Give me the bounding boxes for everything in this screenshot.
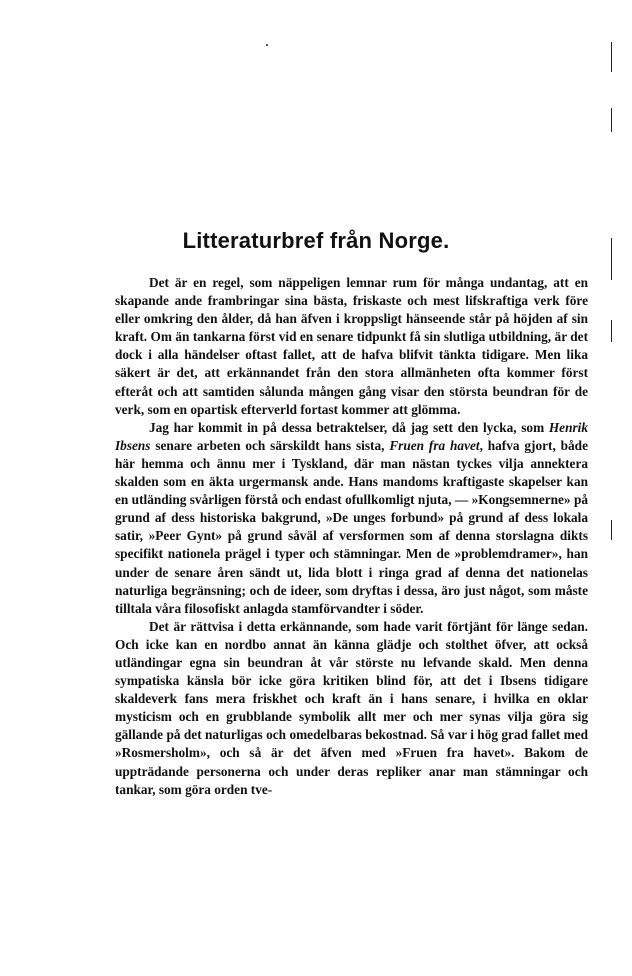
paragraph [115, 419, 588, 618]
italic-text-segment: Henrik Ibsens [115, 419, 588, 453]
text-segment: Det är en regel, som näppeligen lemnar rum för många undantag, att en skapande ande frambringar sina bästa, friskaste och mest lifskraftiga verk före eller omkring den ålder, då han äfven i kroppsligt hänseende står på höjden af sin kraft. Om än tankarna först vid en senare tidpunkt få sin slutliga utbildning, är det dock i alla händelser oftast fallet, att de hafva blifvit tänkta tidigare. Men lika säkert är det, att erkännandet från den stora allmänheten ofta kommer först efteråt och att samtiden sålunda mången gång visar den största beundran för de verk, som en opartisk efterverld fortast kommer att glömma. [115, 275, 588, 417]
article-body [115, 274, 588, 799]
text-segment: Jag har kommit in på dessa betraktelser, då jag sett den lycka, som [149, 419, 549, 435]
page-title: Litteraturbref från Norge. [182, 228, 450, 253]
paragraph [115, 274, 588, 419]
page-edge-mark [611, 108, 612, 132]
print-speck [266, 44, 268, 46]
paragraph [115, 618, 588, 799]
page-edge-mark [611, 42, 612, 72]
page-edge-mark [611, 520, 612, 540]
text-segment: Det är rättvisa i detta erkännande, som hade varit förtjänt för länge sedan. Och icke kan en nordbo annat än känna glädje och stolthet öfver, att också utländingar egna sin beundran åt vår störste nu lefvande skald. Men denna sympatiska känsla bör icke göra kritiken blind för, att det i Ibsens tidigare skaldeverk fans mera friskhet och kraft än i hans senare, i hvilka en oklar mysticism och en grubblande symbolik allt mer och mer synas vilja göra sig gällande på det naturligas och omedelbaras bekostnad. Så var i hög grad fallet med »Rosmersholm», och så är det äfven med »Fruen fra havet». Bakom de uppträdande personerna och under deras repliker anar man stämningar och tankar, som göra orden tve- [115, 618, 588, 797]
page-edge-mark [611, 320, 612, 342]
text-segment: senare arbeten och särskildt hans sista, [150, 437, 390, 453]
italic-text-segment: Fruen fra havet [389, 437, 480, 453]
text-segment: , hafva gjort, både här hemma och ännu mer i Tyskland, där man nästan tyckes vilja annektera skalden som en äkta urgermansk ande. Hans mandoms kraftigaste skapelser kan en utländing svårligen förstå och endast ofullkomligt njuta, — »Kongsemnerne» på grund af dess historiska bakgrund, »De unges forbund» på grund af dess lokala satir, »Peer Gynt» på grund såväl af versformen som af denna storslagna dikts specifikt nationela prägel i typer och stämningar. Men de »problemdramer», han under de senare åren sändt ut, lida blott i ringa grad af denna det nationelas naturliga begränsning; och de ideer, som dryftas i dessa, äro just något, som måste tilltala våra filosofiskt anlagda stamförvandter i söder. [115, 437, 588, 616]
